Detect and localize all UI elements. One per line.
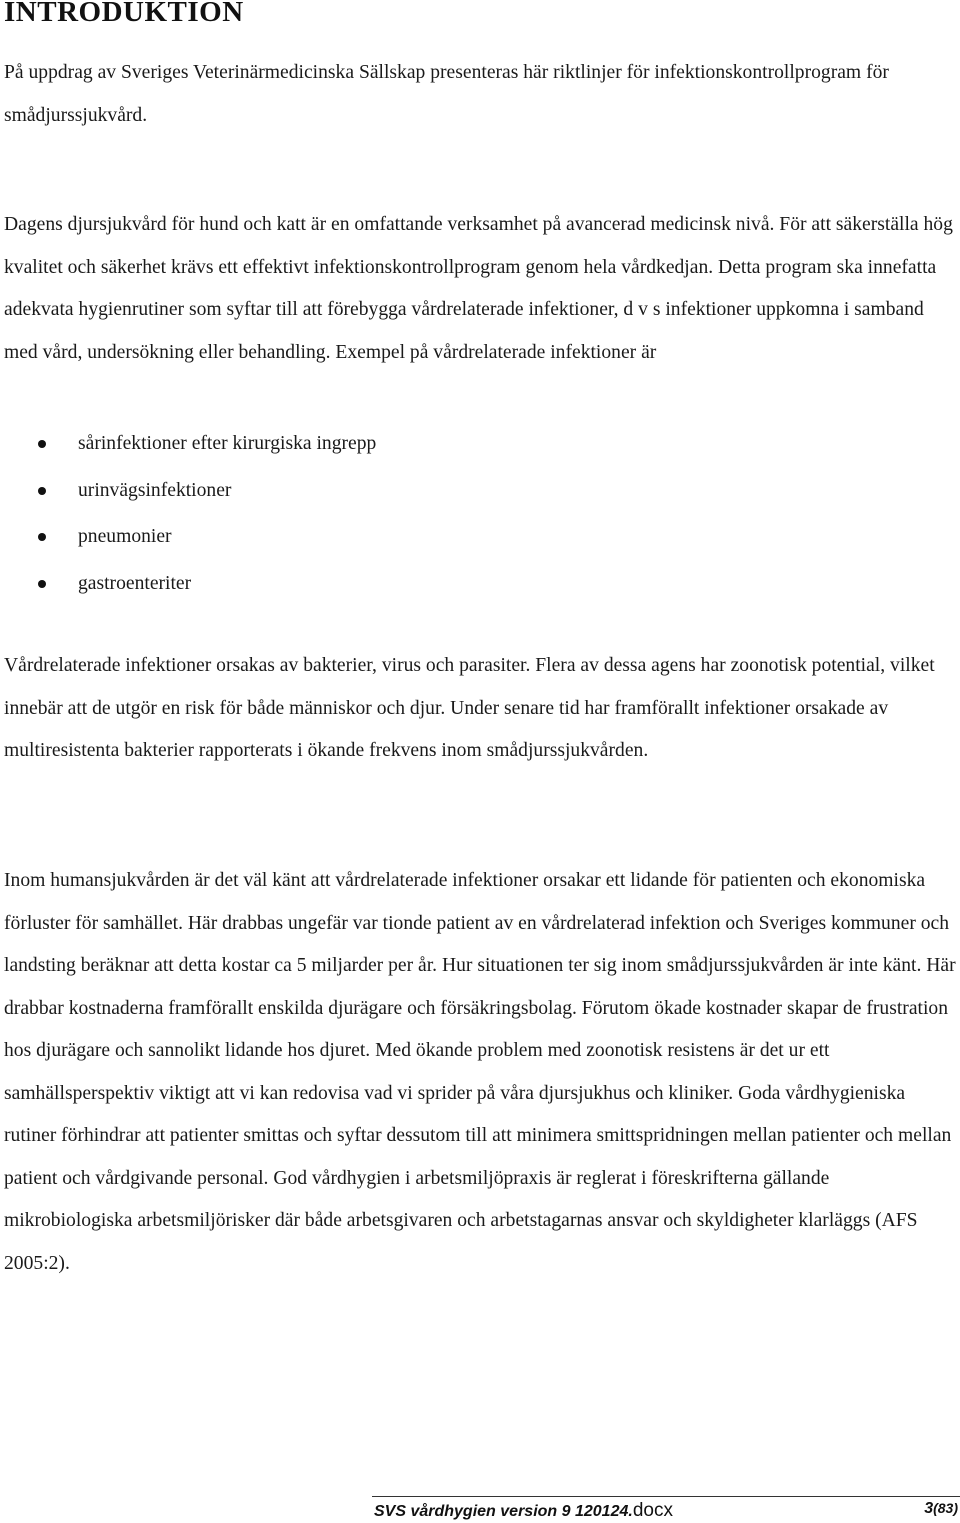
list-item	[0, 421, 376, 468]
footer-extension: docx	[632, 1500, 673, 1521]
footer-page-number	[924, 1500, 958, 1518]
bullet-icon	[38, 533, 46, 541]
body-paragraph-care: Dagens djursjukvård för hund och katt är en omfattande verksamhet på avancerad medicinsk nivå. För att säkerställa hög kvalitet och säkerhet krävs ett effektivt infektionskontrollprogram genom hela vårdkedjan. Detta program ska innefatta adekvata hygienrutiner som syftar till att förebygga vårdrelaterade infektioner, d v s infektioner uppkomna i samband med vård, undersökning eller behandling. Exempel på vårdrelaterade infektioner är	[4, 214, 953, 363]
bullet-icon	[38, 487, 46, 495]
bullet-icon	[38, 580, 46, 588]
list-item-text: urinvägsinfektioner	[78, 479, 232, 501]
list-item	[0, 561, 376, 608]
list-item	[0, 514, 376, 561]
infection-examples-list	[0, 421, 376, 607]
body-paragraph-human-care: Inom humansjukvården är det väl känt att vårdrelaterade infektioner orsakar ett lidande för patienten och ekonomiska förluster för samhället. Här drabbas ungefär var tionde patient av en vårdrelaterad infektion och Sveriges kommuner och landsting beräknar att detta kostar ca 5 miljarder per år. Hur situationen ter sig inom smådjurssjukvården är inte känt. Här drabbar kostnaderna framförallt enskilda djurägare och försäkringsbolag. Förutom ökade kostnader skapar de frustration hos djurägare och sannolikt lidande hos djuret. Med ökande problem med zoonotisk resistens är det ur ett samhällsperspektiv viktigt att vi kan redovisa vad vi sprider på våra djursjukhus och kliniker. Goda vårdhygieniska rutiner förhindrar att patienter smittas och syftar dessutom till att minimera smittspridningen mellan patienter och mellan patient och vårdgivande personal. God vårdhygien i arbetsmiljöpraxis är reglerat i föreskrifterna gällande mikrobiologiska arbetsmiljörisker där både arbetsgivaren och arbetstagarnas ansvar och skyldigheter klarläggs (AFS 2005:2).	[4, 870, 956, 1274]
list-item	[0, 468, 376, 515]
bullet-icon	[38, 440, 46, 448]
list-item-text: pneumonier	[78, 526, 172, 547]
list-item-text: gastroenteriter	[78, 572, 192, 594]
page-number: 3	[924, 1500, 934, 1517]
section-heading: INTRODUKTION	[4, 0, 244, 28]
intro-paragraph: På uppdrag av Sveriges Veterinärmedicinska Sällskap presenteras här riktlinjer för infektionskontrollprogram för smådjurssjukvård.	[4, 62, 889, 126]
footer-document-name	[374, 1500, 673, 1522]
list-item-text: sårinfektioner efter kirurgiska ingrepp	[78, 433, 377, 454]
footer-filename: SVS vårdhygien version 9 120124.	[374, 1503, 633, 1520]
body-paragraph-causes: Vårdrelaterade infektioner orsakas av bakterier, virus och parasiter. Flera av dessa agens har zoonotisk potential, vilket innebär att de utgör en risk för både människor och djur. Under senare tid har framförallt infektioner orsakade av multiresistenta bakterier rapporterats i ökande frekvens inom smådjurssjukvården.	[4, 655, 935, 761]
footer-divider	[372, 1496, 960, 1497]
page-total: (83)	[933, 1500, 958, 1516]
